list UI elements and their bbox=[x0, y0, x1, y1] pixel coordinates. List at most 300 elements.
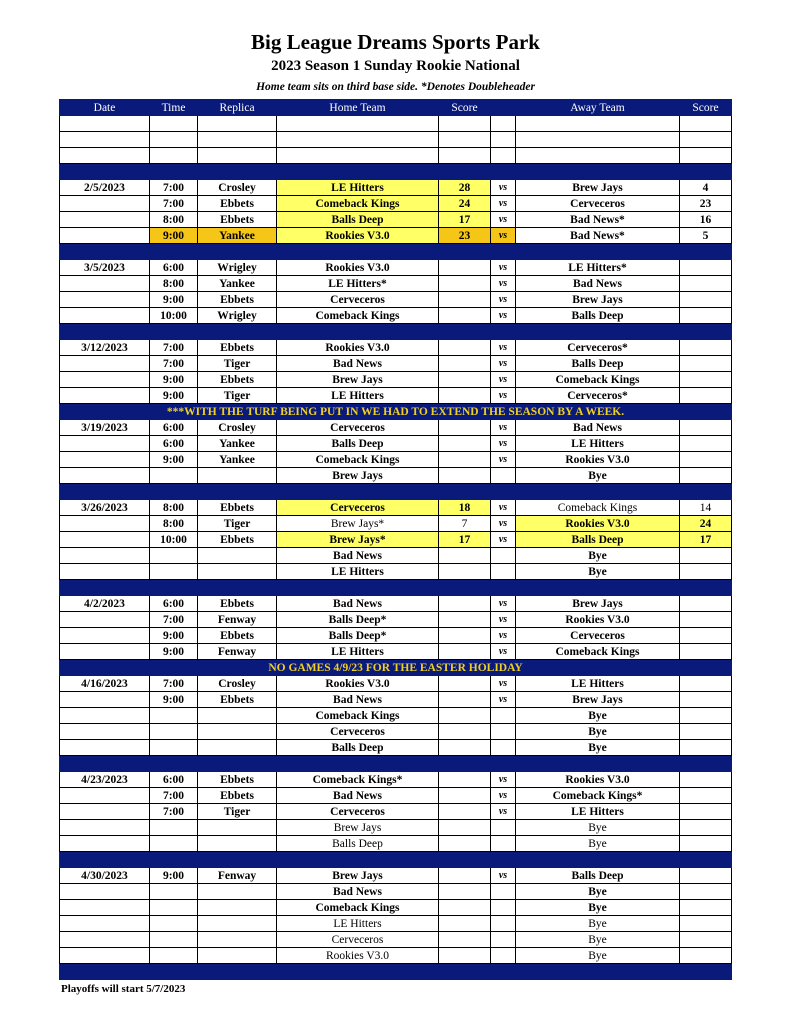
vs-cell: vs bbox=[491, 596, 516, 612]
game-row bbox=[60, 516, 732, 532]
date-cell bbox=[60, 356, 150, 372]
time-cell: 7:00 bbox=[150, 788, 198, 804]
away-team-cell: Bye bbox=[516, 836, 680, 852]
replica-cell bbox=[198, 884, 277, 900]
date-cell bbox=[60, 644, 150, 660]
home-score-cell bbox=[439, 612, 491, 628]
time-cell bbox=[150, 916, 198, 932]
home-team-cell: Rookies V3.0 bbox=[277, 228, 439, 244]
replica-cell bbox=[198, 148, 277, 164]
away-score-cell: 16 bbox=[680, 212, 732, 228]
home-team-cell: Brew Jays bbox=[277, 868, 439, 884]
schedule-notice bbox=[60, 660, 732, 676]
home-score-cell: 17 bbox=[439, 212, 491, 228]
away-score-cell bbox=[680, 276, 732, 292]
time-cell: 7:00 bbox=[150, 180, 198, 196]
separator-cell bbox=[60, 580, 732, 596]
home-team-cell: Balls Deep* bbox=[277, 628, 439, 644]
home-team-cell: Comeback Kings* bbox=[277, 772, 439, 788]
date-cell bbox=[60, 628, 150, 644]
date-cell: 3/5/2023 bbox=[60, 260, 150, 276]
home-score-cell bbox=[439, 276, 491, 292]
date-cell bbox=[60, 212, 150, 228]
away-score-cell bbox=[680, 932, 732, 948]
home-team-cell: LE Hitters bbox=[277, 564, 439, 580]
date-cell bbox=[60, 532, 150, 548]
home-team-cell: Cerveceros bbox=[277, 500, 439, 516]
game-row bbox=[60, 644, 732, 660]
blank-row bbox=[60, 116, 732, 132]
vs-cell bbox=[491, 932, 516, 948]
separator-cell bbox=[60, 244, 732, 260]
col-header-vs bbox=[491, 100, 516, 116]
away-team-cell: Rookies V3.0 bbox=[516, 452, 680, 468]
game-row bbox=[60, 820, 732, 836]
date-cell: 4/23/2023 bbox=[60, 772, 150, 788]
home-team-cell: Comeback Kings bbox=[277, 452, 439, 468]
away-score-cell bbox=[680, 340, 732, 356]
page-title: Big League Dreams Sports Park bbox=[251, 30, 540, 54]
vs-cell: vs bbox=[491, 788, 516, 804]
home-team-cell: Balls Deep bbox=[277, 436, 439, 452]
vs-cell: vs bbox=[491, 612, 516, 628]
away-score-cell bbox=[680, 644, 732, 660]
home-team-cell: Comeback Kings bbox=[277, 900, 439, 916]
away-team-cell bbox=[516, 116, 680, 132]
home-score-cell bbox=[439, 916, 491, 932]
away-score-cell bbox=[680, 676, 732, 692]
replica-cell: Wrigley bbox=[198, 260, 277, 276]
home-score-cell: 18 bbox=[439, 500, 491, 516]
away-score-cell bbox=[680, 820, 732, 836]
date-cell bbox=[60, 820, 150, 836]
away-team-cell: Bye bbox=[516, 820, 680, 836]
schedule-table bbox=[59, 99, 732, 980]
home-team-cell: Rookies V3.0 bbox=[277, 340, 439, 356]
vs-cell: vs bbox=[491, 260, 516, 276]
vs-cell: vs bbox=[491, 772, 516, 788]
away-score-cell bbox=[680, 468, 732, 484]
away-score-cell bbox=[680, 148, 732, 164]
vs-cell: vs bbox=[491, 196, 516, 212]
date-cell bbox=[60, 548, 150, 564]
away-team-cell: Rookies V3.0 bbox=[516, 516, 680, 532]
time-cell: 7:00 bbox=[150, 612, 198, 628]
home-score-cell bbox=[439, 452, 491, 468]
home-score-cell bbox=[439, 692, 491, 708]
replica-cell: Yankee bbox=[198, 276, 277, 292]
home-score-cell bbox=[439, 724, 491, 740]
time-cell: 7:00 bbox=[150, 804, 198, 820]
away-score-cell bbox=[680, 564, 732, 580]
away-team-cell: Bye bbox=[516, 900, 680, 916]
date-cell bbox=[60, 436, 150, 452]
vs-cell: vs bbox=[491, 868, 516, 884]
away-score-cell bbox=[680, 436, 732, 452]
week-separator bbox=[60, 852, 732, 868]
home-score-cell bbox=[439, 372, 491, 388]
week-separator bbox=[60, 324, 732, 340]
away-score-cell: 23 bbox=[680, 196, 732, 212]
away-team-cell: Bye bbox=[516, 932, 680, 948]
time-cell bbox=[150, 900, 198, 916]
away-score-cell: 24 bbox=[680, 516, 732, 532]
time-cell: 6:00 bbox=[150, 596, 198, 612]
separator-cell bbox=[60, 964, 732, 980]
away-team-cell: LE Hitters* bbox=[516, 260, 680, 276]
replica-cell: Yankee bbox=[198, 452, 277, 468]
home-team-cell bbox=[277, 116, 439, 132]
away-score-cell bbox=[680, 452, 732, 468]
away-team-cell: Bad News* bbox=[516, 212, 680, 228]
time-cell: 9:00 bbox=[150, 868, 198, 884]
game-row bbox=[60, 676, 732, 692]
away-score-cell bbox=[680, 868, 732, 884]
away-team-cell: Comeback Kings bbox=[516, 644, 680, 660]
time-cell: 9:00 bbox=[150, 644, 198, 660]
away-team-cell: LE Hitters bbox=[516, 676, 680, 692]
date-cell bbox=[60, 900, 150, 916]
game-row bbox=[60, 740, 732, 756]
week-separator bbox=[60, 756, 732, 772]
game-row bbox=[60, 372, 732, 388]
home-score-cell bbox=[439, 900, 491, 916]
away-team-cell: Brew Jays bbox=[516, 292, 680, 308]
away-score-cell bbox=[680, 628, 732, 644]
schedule-notice bbox=[60, 404, 732, 420]
away-team-cell: Balls Deep bbox=[516, 308, 680, 324]
vs-cell: vs bbox=[491, 180, 516, 196]
away-score-cell bbox=[680, 836, 732, 852]
vs-cell bbox=[491, 148, 516, 164]
time-cell: 8:00 bbox=[150, 500, 198, 516]
away-score-cell: 17 bbox=[680, 532, 732, 548]
game-row bbox=[60, 628, 732, 644]
home-team-cell bbox=[277, 132, 439, 148]
away-team-cell: Bye bbox=[516, 884, 680, 900]
notice-text: ***WITH THE TURF BEING PUT IN WE HAD TO EXTEND THE SEASON BY A WEEK. bbox=[60, 404, 732, 420]
vs-cell bbox=[491, 740, 516, 756]
away-team-cell: Bye bbox=[516, 564, 680, 580]
week-separator bbox=[60, 164, 732, 180]
home-team-cell: Cerveceros bbox=[277, 932, 439, 948]
time-cell bbox=[150, 548, 198, 564]
home-score-cell bbox=[439, 868, 491, 884]
home-team-cell: Rookies V3.0 bbox=[277, 676, 439, 692]
game-row bbox=[60, 500, 732, 516]
date-cell bbox=[60, 564, 150, 580]
date-cell bbox=[60, 388, 150, 404]
home-team-cell: Balls Deep* bbox=[277, 612, 439, 628]
game-row bbox=[60, 212, 732, 228]
vs-cell: vs bbox=[491, 532, 516, 548]
home-score-cell bbox=[439, 292, 491, 308]
replica-cell: Crosley bbox=[198, 676, 277, 692]
time-cell: 7:00 bbox=[150, 340, 198, 356]
time-cell: 9:00 bbox=[150, 692, 198, 708]
date-cell bbox=[60, 308, 150, 324]
separator-cell bbox=[60, 756, 732, 772]
vs-cell: vs bbox=[491, 452, 516, 468]
date-cell: 4/16/2023 bbox=[60, 676, 150, 692]
vs-cell: vs bbox=[491, 212, 516, 228]
notice-text: NO GAMES 4/9/23 FOR THE EASTER HOLIDAY bbox=[60, 660, 732, 676]
home-team-cell: Rookies V3.0 bbox=[277, 260, 439, 276]
game-row bbox=[60, 916, 732, 932]
game-row bbox=[60, 420, 732, 436]
replica-cell: Ebbets bbox=[198, 692, 277, 708]
home-score-cell bbox=[439, 948, 491, 964]
away-team-cell: Bye bbox=[516, 468, 680, 484]
game-row bbox=[60, 708, 732, 724]
home-team-cell: Brew Jays bbox=[277, 372, 439, 388]
home-score-cell bbox=[439, 788, 491, 804]
vs-cell: vs bbox=[491, 644, 516, 660]
away-score-cell bbox=[680, 132, 732, 148]
away-score-cell bbox=[680, 292, 732, 308]
date-cell: 3/12/2023 bbox=[60, 340, 150, 356]
game-row bbox=[60, 180, 732, 196]
col-header-replica: Replica bbox=[198, 100, 277, 116]
home-team-cell: Brew Jays bbox=[277, 820, 439, 836]
replica-cell bbox=[198, 116, 277, 132]
time-cell bbox=[150, 468, 198, 484]
time-cell: 9:00 bbox=[150, 628, 198, 644]
date-cell bbox=[60, 516, 150, 532]
vs-cell bbox=[491, 948, 516, 964]
home-score-cell: 7 bbox=[439, 516, 491, 532]
away-team-cell: Bye bbox=[516, 708, 680, 724]
away-score-cell bbox=[680, 612, 732, 628]
away-team-cell: LE Hitters bbox=[516, 436, 680, 452]
home-score-cell bbox=[439, 148, 491, 164]
vs-cell: vs bbox=[491, 308, 516, 324]
date-cell bbox=[60, 788, 150, 804]
game-row bbox=[60, 884, 732, 900]
away-score-cell bbox=[680, 772, 732, 788]
vs-cell: vs bbox=[491, 436, 516, 452]
playoffs-note: Playoffs will start 5/7/2023 bbox=[61, 983, 186, 995]
home-team-cell: Comeback Kings bbox=[277, 308, 439, 324]
date-cell bbox=[60, 740, 150, 756]
date-cell bbox=[60, 148, 150, 164]
date-cell bbox=[60, 228, 150, 244]
table-header-row bbox=[60, 100, 732, 116]
vs-cell bbox=[491, 884, 516, 900]
away-score-cell bbox=[680, 116, 732, 132]
vs-cell: vs bbox=[491, 516, 516, 532]
week-separator bbox=[60, 580, 732, 596]
date-cell bbox=[60, 468, 150, 484]
home-score-cell bbox=[439, 644, 491, 660]
game-row bbox=[60, 532, 732, 548]
game-row bbox=[60, 564, 732, 580]
blank-row bbox=[60, 132, 732, 148]
home-score-cell bbox=[439, 420, 491, 436]
replica-cell: Ebbets bbox=[198, 196, 277, 212]
game-row bbox=[60, 932, 732, 948]
home-score-cell bbox=[439, 132, 491, 148]
home-score-cell bbox=[439, 884, 491, 900]
replica-cell bbox=[198, 564, 277, 580]
replica-cell: Ebbets bbox=[198, 212, 277, 228]
home-score-cell bbox=[439, 772, 491, 788]
replica-cell: Fenway bbox=[198, 868, 277, 884]
game-row bbox=[60, 292, 732, 308]
date-cell bbox=[60, 116, 150, 132]
col-header-away-team: Away Team bbox=[516, 100, 680, 116]
game-row bbox=[60, 260, 732, 276]
replica-cell: Yankee bbox=[198, 228, 277, 244]
time-cell bbox=[150, 740, 198, 756]
date-cell bbox=[60, 276, 150, 292]
date-cell bbox=[60, 612, 150, 628]
away-score-cell bbox=[680, 724, 732, 740]
time-cell bbox=[150, 820, 198, 836]
away-score-cell bbox=[680, 884, 732, 900]
away-team-cell: Bye bbox=[516, 916, 680, 932]
away-team-cell: Bye bbox=[516, 740, 680, 756]
away-team-cell: Bad News bbox=[516, 276, 680, 292]
game-row bbox=[60, 228, 732, 244]
game-row bbox=[60, 340, 732, 356]
replica-cell: Tiger bbox=[198, 388, 277, 404]
replica-cell: Ebbets bbox=[198, 372, 277, 388]
replica-cell: Fenway bbox=[198, 644, 277, 660]
header-note: Home team sits on third base side. *Denotes Doubleheader bbox=[256, 81, 535, 93]
home-team-cell: Comeback Kings bbox=[277, 196, 439, 212]
home-team-cell: Cerveceros bbox=[277, 420, 439, 436]
away-team-cell: Bye bbox=[516, 548, 680, 564]
away-score-cell bbox=[680, 356, 732, 372]
home-team-cell: Bad News bbox=[277, 596, 439, 612]
col-header-away-score: Score bbox=[680, 100, 732, 116]
replica-cell: Crosley bbox=[198, 420, 277, 436]
home-team-cell: Comeback Kings bbox=[277, 708, 439, 724]
col-header-home-score: Score bbox=[439, 100, 491, 116]
away-score-cell bbox=[680, 308, 732, 324]
home-team-cell: Balls Deep bbox=[277, 740, 439, 756]
home-team-cell: Brew Jays* bbox=[277, 516, 439, 532]
vs-cell bbox=[491, 468, 516, 484]
time-cell: 10:00 bbox=[150, 308, 198, 324]
time-cell: 7:00 bbox=[150, 356, 198, 372]
home-team-cell bbox=[277, 148, 439, 164]
away-team-cell: Brew Jays bbox=[516, 180, 680, 196]
vs-cell: vs bbox=[491, 420, 516, 436]
game-row bbox=[60, 596, 732, 612]
time-cell: 9:00 bbox=[150, 388, 198, 404]
game-row bbox=[60, 388, 732, 404]
away-team-cell: Balls Deep bbox=[516, 868, 680, 884]
home-team-cell: Cerveceros bbox=[277, 804, 439, 820]
separator-cell bbox=[60, 484, 732, 500]
replica-cell bbox=[198, 708, 277, 724]
game-row bbox=[60, 804, 732, 820]
away-score-cell bbox=[680, 900, 732, 916]
vs-cell bbox=[491, 708, 516, 724]
home-team-cell: Brew Jays bbox=[277, 468, 439, 484]
away-team-cell: Cerveceros* bbox=[516, 340, 680, 356]
away-team-cell bbox=[516, 148, 680, 164]
away-score-cell bbox=[680, 260, 732, 276]
time-cell: 6:00 bbox=[150, 436, 198, 452]
away-score-cell bbox=[680, 372, 732, 388]
time-cell: 9:00 bbox=[150, 372, 198, 388]
home-score-cell bbox=[439, 932, 491, 948]
game-row bbox=[60, 868, 732, 884]
game-row bbox=[60, 468, 732, 484]
vs-cell bbox=[491, 900, 516, 916]
replica-cell: Tiger bbox=[198, 516, 277, 532]
vs-cell: vs bbox=[491, 692, 516, 708]
vs-cell: vs bbox=[491, 500, 516, 516]
date-cell: 2/5/2023 bbox=[60, 180, 150, 196]
home-score-cell: 17 bbox=[439, 532, 491, 548]
vs-cell: vs bbox=[491, 292, 516, 308]
home-score-cell bbox=[439, 836, 491, 852]
away-team-cell: LE Hitters bbox=[516, 804, 680, 820]
home-team-cell: LE Hitters bbox=[277, 916, 439, 932]
date-cell bbox=[60, 932, 150, 948]
date-cell bbox=[60, 884, 150, 900]
game-row bbox=[60, 452, 732, 468]
game-row bbox=[60, 836, 732, 852]
time-cell bbox=[150, 948, 198, 964]
date-cell bbox=[60, 196, 150, 212]
date-cell: 3/26/2023 bbox=[60, 500, 150, 516]
home-team-cell: LE Hitters bbox=[277, 180, 439, 196]
time-cell bbox=[150, 836, 198, 852]
time-cell bbox=[150, 724, 198, 740]
home-team-cell: LE Hitters bbox=[277, 388, 439, 404]
away-team-cell: Comeback Kings* bbox=[516, 788, 680, 804]
date-cell: 4/2/2023 bbox=[60, 596, 150, 612]
game-row bbox=[60, 308, 732, 324]
home-team-cell: LE Hitters* bbox=[277, 276, 439, 292]
game-row bbox=[60, 900, 732, 916]
date-cell bbox=[60, 708, 150, 724]
vs-cell bbox=[491, 836, 516, 852]
replica-cell: Ebbets bbox=[198, 788, 277, 804]
time-cell: 7:00 bbox=[150, 196, 198, 212]
time-cell: 9:00 bbox=[150, 452, 198, 468]
away-score-cell bbox=[680, 692, 732, 708]
game-row bbox=[60, 612, 732, 628]
week-separator bbox=[60, 964, 732, 980]
home-team-cell: Brew Jays* bbox=[277, 532, 439, 548]
away-score-cell bbox=[680, 548, 732, 564]
away-score-cell bbox=[680, 804, 732, 820]
vs-cell: vs bbox=[491, 340, 516, 356]
replica-cell bbox=[198, 948, 277, 964]
game-row bbox=[60, 948, 732, 964]
vs-cell bbox=[491, 820, 516, 836]
vs-cell bbox=[491, 548, 516, 564]
home-score-cell bbox=[439, 676, 491, 692]
away-team-cell: Comeback Kings bbox=[516, 372, 680, 388]
date-cell bbox=[60, 692, 150, 708]
home-score-cell bbox=[439, 260, 491, 276]
replica-cell: Ebbets bbox=[198, 532, 277, 548]
game-row bbox=[60, 196, 732, 212]
vs-cell: vs bbox=[491, 372, 516, 388]
home-score-cell bbox=[439, 356, 491, 372]
replica-cell bbox=[198, 900, 277, 916]
home-score-cell bbox=[439, 820, 491, 836]
game-row bbox=[60, 724, 732, 740]
home-score-cell bbox=[439, 804, 491, 820]
